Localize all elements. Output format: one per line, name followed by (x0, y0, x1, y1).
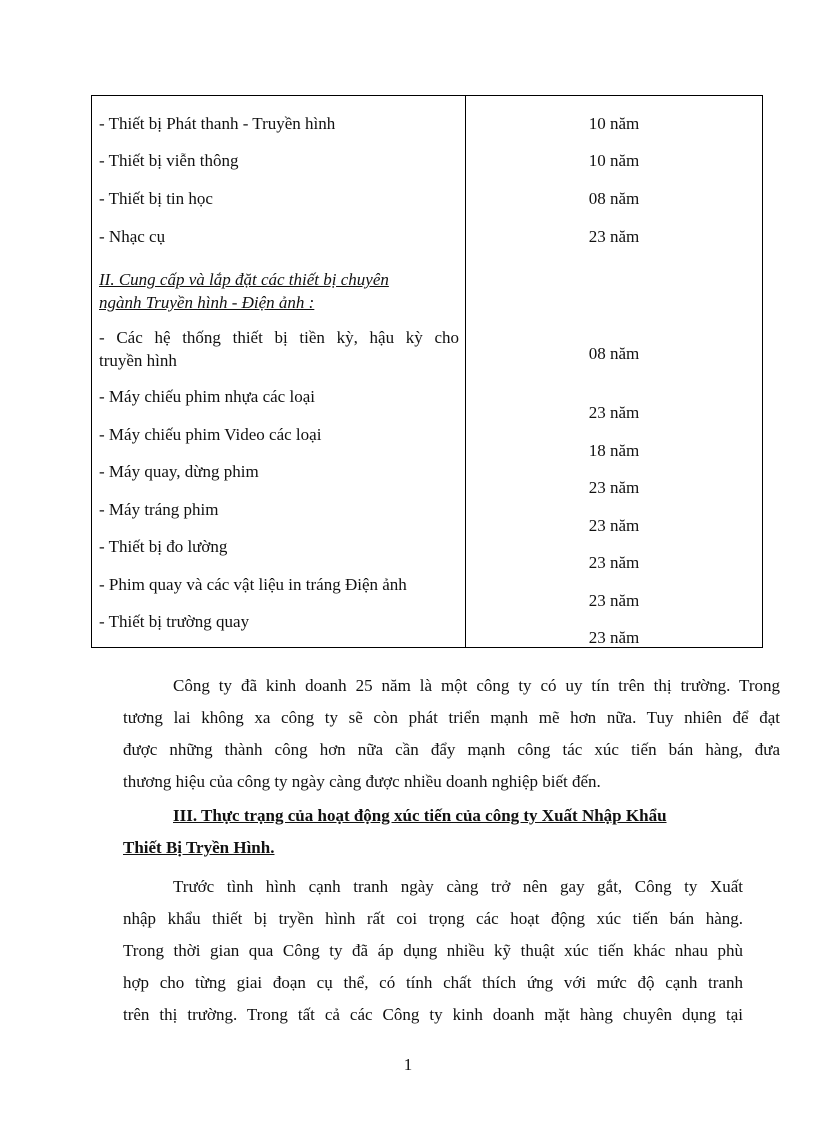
table-row-years: 23 năm (588, 403, 640, 422)
paragraph-promotion-status (123, 871, 743, 1031)
table-row-label: - Phim quay và các vật liệu in tráng Điện ảnh (99, 575, 407, 594)
page-number: 1 (403, 1055, 413, 1074)
table-row-years: 23 năm (588, 227, 640, 246)
table-row-label: - Thiết bị Phát thanh - Truyền hình (99, 114, 336, 133)
table-row-years: 10 năm (588, 151, 640, 170)
paragraph-company-intro (123, 670, 780, 798)
section3-title-line1: III. Thực trạng của hoạt động xúc tiến của công ty Xuất Nhập Khẩu (173, 806, 667, 825)
paragraph-line: trên thị trường. Trong tất cả các Công ty kinh doanh mặt hàng chuyên dụng tại (123, 1005, 743, 1024)
table-row-label: - Các hệ thống thiết bị tiền kỳ, hậu kỳ cho (99, 328, 459, 347)
table-row-label: - Máy quay, dừng phim (99, 462, 259, 481)
table-row-years: 18 năm (588, 441, 640, 460)
table-row-label: - Máy chiếu phim nhựa các loại (99, 387, 315, 406)
table-row-label: - Thiết bị viễn thông (99, 151, 239, 170)
paragraph-line: hợp cho từng giai đoạn cụ thể, có tính chất thích ứng với mức độ cạnh tranh (123, 973, 743, 992)
paragraph-line: thương hiệu của công ty ngày càng được nhiều doanh nghiệp biết đến. (123, 772, 601, 791)
table-row-label: - Máy chiếu phim Video các loại (99, 425, 322, 444)
table-row-label-cont: truyền hình (99, 351, 177, 370)
table-row-label: - Nhạc cụ (99, 227, 166, 246)
table-row-label: - Thiết bị đo lường (99, 537, 228, 556)
table-row-years: 23 năm (588, 628, 640, 647)
table-row-years: 08 năm (588, 189, 640, 208)
table-row-label: - Thiết bị trường quay (99, 612, 250, 631)
table-row-label: - Máy tráng phim (99, 500, 219, 519)
paragraph-line: tương lai không xa công ty sẽ còn phát triển mạnh mẽ hơn nữa. Tuy nhiên để đạt (123, 708, 780, 727)
table-row-label: - Thiết bị tin học (99, 189, 213, 208)
section2-heading-line1: II. Cung cấp và lắp đặt các thiết bị chuyên (99, 270, 389, 289)
paragraph-line: Công ty đã kinh doanh 25 năm là một công ty có uy tín trên thị trường. Trong (173, 676, 780, 695)
table-row-years: 23 năm (588, 553, 640, 572)
paragraph-line: Trong thời gian qua Công ty đã áp dụng nhiều kỹ thuật xúc tiến khác nhau phù (123, 941, 743, 960)
section2-heading-line2: ngành Truyền hình - Điện ảnh : (99, 293, 315, 312)
equipment-table (91, 95, 763, 648)
table-row-years: 23 năm (588, 516, 640, 535)
paragraph-line: được những thành công hơn nữa cần đẩy mạnh công tác xúc tiến bán hàng, đưa (123, 740, 780, 759)
table-row-years: 10 năm (588, 114, 640, 133)
table-row-years: 23 năm (588, 591, 640, 610)
table-row-years: 08 năm (588, 344, 640, 363)
table-row-years: 23 năm (588, 478, 640, 497)
paragraph-line: Trước tình hình cạnh tranh ngày càng trở nên gay gắt, Công ty Xuất (173, 877, 743, 896)
paragraph-line: nhập khẩu thiết bị tryền hình rất coi trọng các hoạt động xúc tiến bán hàng. (123, 909, 743, 928)
section3-title-line2: Thiết Bị Tryền Hình. (123, 838, 275, 857)
